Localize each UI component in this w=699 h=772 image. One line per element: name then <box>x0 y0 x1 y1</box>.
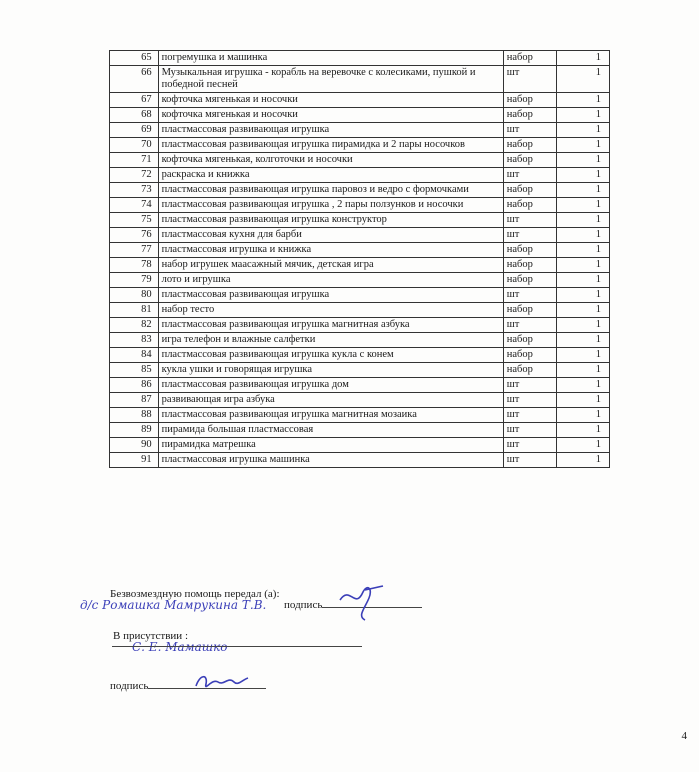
row-number: 73 <box>110 183 159 198</box>
table-row <box>110 258 610 273</box>
item-name: пластмассовая развивающая игрушка , 2 пары ползунков и носочки <box>158 198 503 213</box>
table-row <box>110 123 610 138</box>
row-number: 72 <box>110 168 159 183</box>
item-quantity: 1 <box>557 138 610 153</box>
item-quantity: 1 <box>557 438 610 453</box>
table-row <box>110 378 610 393</box>
transfer-handwritten-name: д/с Ромашка Мамрукина Т.В. <box>80 598 267 612</box>
item-unit: шт <box>503 123 557 138</box>
item-quantity: 1 <box>557 228 610 243</box>
page-number: 4 <box>681 730 687 742</box>
row-number: 82 <box>110 318 159 333</box>
item-quantity: 1 <box>557 198 610 213</box>
item-unit: шт <box>503 423 557 438</box>
table-row <box>110 153 610 168</box>
item-name: кофточка мягенькая и носочки <box>158 108 503 123</box>
item-name: пирамида большая пластмассовая <box>158 423 503 438</box>
row-number: 83 <box>110 333 159 348</box>
item-quantity: 1 <box>557 363 610 378</box>
item-quantity: 1 <box>557 453 610 468</box>
item-name: набор тесто <box>158 303 503 318</box>
table-row <box>110 363 610 378</box>
item-name: пластмассовая развивающая игрушка пирамидка и 2 пары носочков <box>158 138 503 153</box>
item-unit: шт <box>503 168 557 183</box>
item-name: кукла ушки и говорящая игрушка <box>158 363 503 378</box>
table-row <box>110 318 610 333</box>
table-row <box>110 138 610 153</box>
item-name: пластмассовая развивающая игрушка дом <box>158 378 503 393</box>
item-name: лото и игрушка <box>158 273 503 288</box>
row-number: 74 <box>110 198 159 213</box>
signature-label-2: подпись <box>110 680 149 692</box>
item-name: пластмассовая игрушка и книжка <box>158 243 503 258</box>
item-unit: шт <box>503 318 557 333</box>
item-quantity: 1 <box>557 213 610 228</box>
item-name: Музыкальная игрушка - корабль на веревочке с колесиками, пушкой и победной песней <box>158 66 503 93</box>
table-row <box>110 333 610 348</box>
table-row <box>110 393 610 408</box>
item-quantity: 1 <box>557 66 610 93</box>
item-unit: набор <box>503 348 557 363</box>
row-number: 71 <box>110 153 159 168</box>
row-number: 76 <box>110 228 159 243</box>
item-name: пирамидка матрешка <box>158 438 503 453</box>
row-number: 65 <box>110 51 159 66</box>
item-unit: набор <box>503 198 557 213</box>
table-row <box>110 213 610 228</box>
row-number: 66 <box>110 66 159 93</box>
transfer-label: Безвозмездную помощь передал (а): <box>110 588 280 600</box>
item-unit: набор <box>503 333 557 348</box>
item-unit: набор <box>503 273 557 288</box>
item-name: пластмассовая развивающая игрушка паровоз и ведро с формочками <box>158 183 503 198</box>
item-name: пластмассовая развивающая игрушка магнитная мозаика <box>158 408 503 423</box>
item-unit: шт <box>503 438 557 453</box>
item-quantity: 1 <box>557 273 610 288</box>
item-quantity: 1 <box>557 153 610 168</box>
table-row <box>110 108 610 123</box>
row-number: 86 <box>110 378 159 393</box>
item-quantity: 1 <box>557 408 610 423</box>
table-row <box>110 303 610 318</box>
item-quantity: 1 <box>557 243 610 258</box>
item-name: развивающая игра азбука <box>158 393 503 408</box>
table-row <box>110 243 610 258</box>
row-number: 75 <box>110 213 159 228</box>
presence-signature-mark <box>192 668 252 696</box>
item-name: погремушка и машинка <box>158 51 503 66</box>
row-number: 79 <box>110 273 159 288</box>
table-row <box>110 198 610 213</box>
signature-label: подпись <box>284 599 323 611</box>
table-row <box>110 183 610 198</box>
table-row <box>110 273 610 288</box>
item-quantity: 1 <box>557 348 610 363</box>
table-row <box>110 93 610 108</box>
item-unit: шт <box>503 228 557 243</box>
item-name: пластмассовая развивающая игрушка магнитная азбука <box>158 318 503 333</box>
table-row <box>110 66 610 93</box>
item-name: игра телефон и влажные салфетки <box>158 333 503 348</box>
item-unit: шт <box>503 66 557 93</box>
item-unit: шт <box>503 213 557 228</box>
item-name: набор игрушек маасажный мячик, детская игра <box>158 258 503 273</box>
item-unit: набор <box>503 51 557 66</box>
row-number: 84 <box>110 348 159 363</box>
item-unit: набор <box>503 303 557 318</box>
table-row <box>110 228 610 243</box>
item-quantity: 1 <box>557 288 610 303</box>
item-unit: набор <box>503 138 557 153</box>
row-number: 78 <box>110 258 159 273</box>
item-unit: набор <box>503 183 557 198</box>
table-row <box>110 423 610 438</box>
item-unit: шт <box>503 288 557 303</box>
item-unit: шт <box>503 453 557 468</box>
item-unit: шт <box>503 393 557 408</box>
item-name: пластмассовая развивающая игрушка <box>158 288 503 303</box>
item-unit: набор <box>503 108 557 123</box>
item-quantity: 1 <box>557 423 610 438</box>
presence-label: В присутствии : <box>113 630 189 642</box>
item-name: пластмассовая развивающая игрушка кукла с конем <box>158 348 503 363</box>
table-row <box>110 408 610 423</box>
items-table-body <box>110 51 610 468</box>
row-number: 69 <box>110 123 159 138</box>
item-quantity: 1 <box>557 123 610 138</box>
table-row <box>110 438 610 453</box>
item-name: кофточка мягенькая и носочки <box>158 93 503 108</box>
item-name: пластмассовая игрушка машинка <box>158 453 503 468</box>
row-number: 87 <box>110 393 159 408</box>
item-name: пластмассовая развивающая игрушка <box>158 123 503 138</box>
item-quantity: 1 <box>557 258 610 273</box>
item-quantity: 1 <box>557 318 610 333</box>
presence-handwritten-name: С. Е. Мамашко <box>132 640 228 654</box>
item-name: раскраска и книжка <box>158 168 503 183</box>
item-quantity: 1 <box>557 183 610 198</box>
items-table <box>109 50 610 468</box>
row-number: 89 <box>110 423 159 438</box>
item-quantity: 1 <box>557 51 610 66</box>
item-quantity: 1 <box>557 378 610 393</box>
row-number: 81 <box>110 303 159 318</box>
item-unit: шт <box>503 408 557 423</box>
item-unit: шт <box>503 378 557 393</box>
table-row <box>110 453 610 468</box>
row-number: 77 <box>110 243 159 258</box>
row-number: 67 <box>110 93 159 108</box>
item-unit: набор <box>503 153 557 168</box>
item-unit: набор <box>503 243 557 258</box>
transfer-signature-mark <box>335 580 395 625</box>
item-unit: набор <box>503 363 557 378</box>
row-number: 80 <box>110 288 159 303</box>
table-row <box>110 51 610 66</box>
row-number: 68 <box>110 108 159 123</box>
row-number: 85 <box>110 363 159 378</box>
item-unit: набор <box>503 93 557 108</box>
item-name: кофточка мягенькая, колготочки и носочки <box>158 153 503 168</box>
table-row <box>110 288 610 303</box>
table-row <box>110 348 610 363</box>
item-unit: набор <box>503 258 557 273</box>
item-quantity: 1 <box>557 333 610 348</box>
item-name: пластмассовая кухня для барби <box>158 228 503 243</box>
item-name: пластмассовая развивающая игрушка конструктор <box>158 213 503 228</box>
item-quantity: 1 <box>557 393 610 408</box>
row-number: 90 <box>110 438 159 453</box>
item-quantity: 1 <box>557 303 610 318</box>
table-row <box>110 168 610 183</box>
row-number: 70 <box>110 138 159 153</box>
item-quantity: 1 <box>557 168 610 183</box>
item-quantity: 1 <box>557 93 610 108</box>
row-number: 88 <box>110 408 159 423</box>
row-number: 91 <box>110 453 159 468</box>
presence-line <box>112 646 362 647</box>
item-quantity: 1 <box>557 108 610 123</box>
